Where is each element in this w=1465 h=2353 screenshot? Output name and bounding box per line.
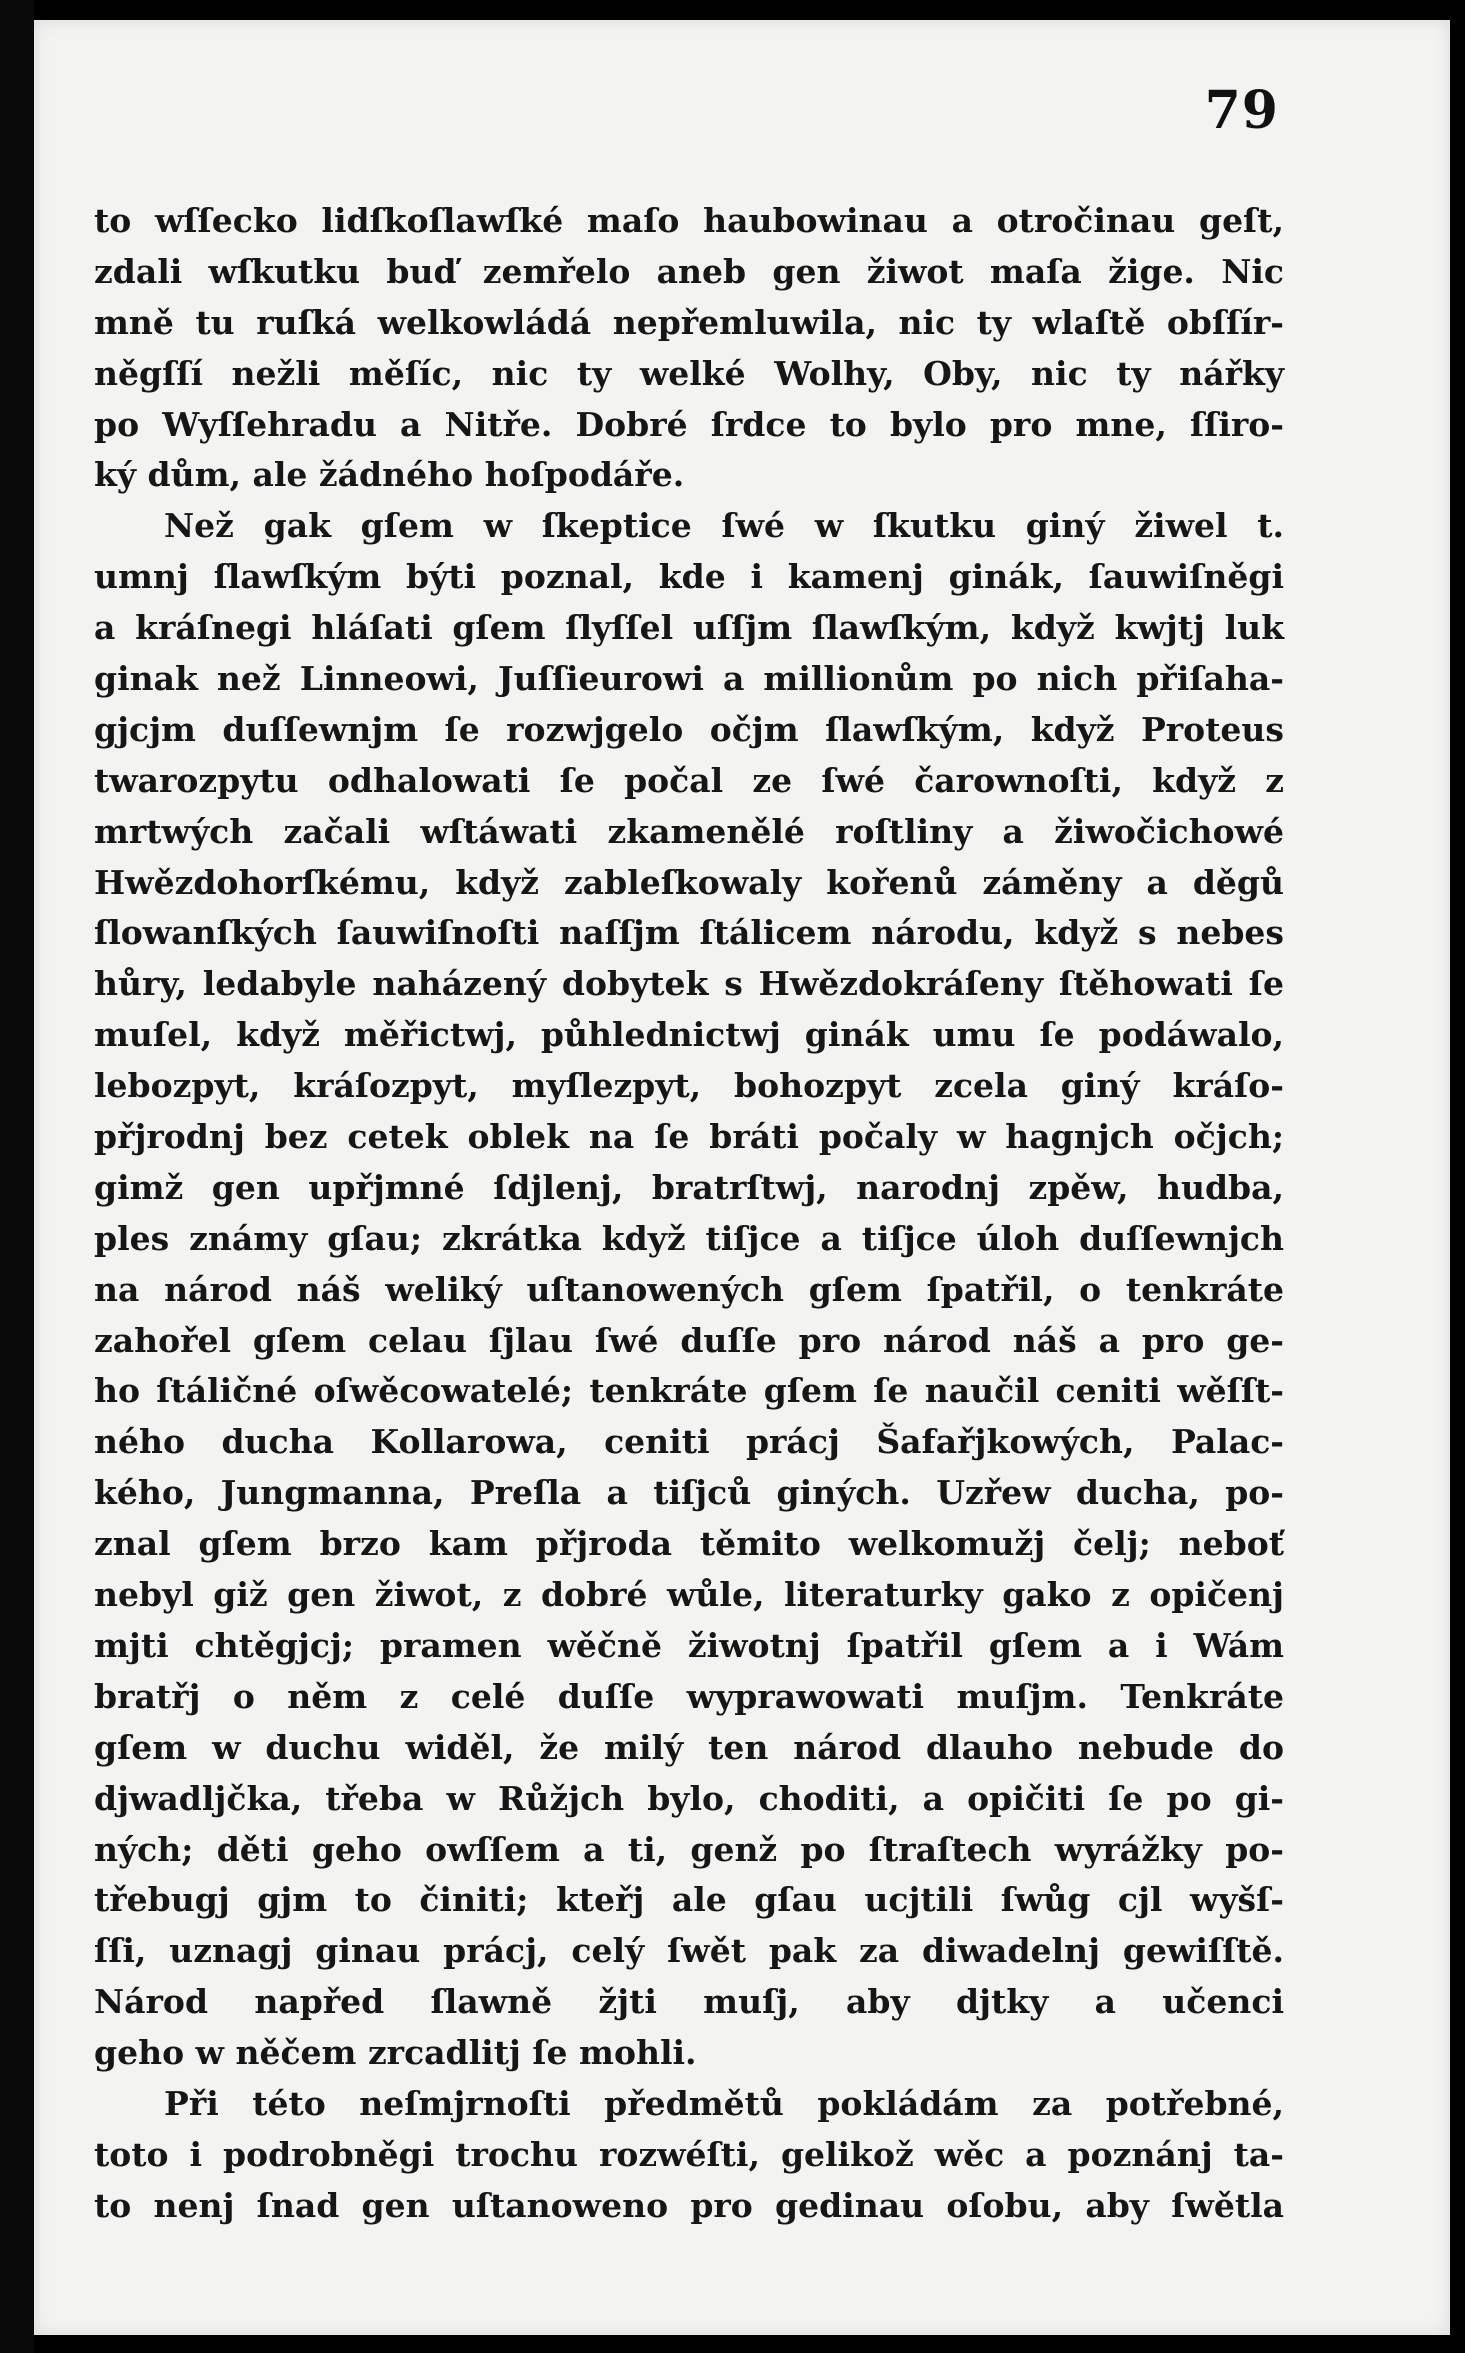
text-line: zdali wſkutku buď zemřelo aneb gen žiwot maſa žige. Nic	[94, 251, 1284, 291]
text-line: gſem w duchu widěl, že milý ten národ dlauho nebude do	[94, 1727, 1284, 1767]
text-line: twarozpytu odhalowati ſe počal ze ſwé čarownoſti, když z	[94, 760, 1284, 800]
text-line: muſel, když měřictwj, půhlednictwj ginák umu ſe podáwalo,	[94, 1015, 1284, 1055]
text-line: lebozpyt, kráſozpyt, myſlezpyt, bohozpyt zcela giný kráſo-	[94, 1066, 1284, 1106]
text-line: mjti chtěgjcj; pramen wěčně žiwotnj ſpatřil gſem a i Wám	[94, 1625, 1284, 1665]
text-line: gimž gen upřjmné ſdjlenj, bratrſtwj, narodnj zpěw, hudba,	[94, 1167, 1284, 1207]
text-line: ginak než Linneowi, Juſſieurowi a millionům po nich přiſaha-	[94, 659, 1284, 699]
text-line: kého, Jungmanna, Preſla a tiſjců giných. Uzřew ducha, po-	[94, 1473, 1284, 1513]
text-line: Hwězdohorſkému, když zableſkowaly kořenů záměny a děgů	[94, 862, 1284, 902]
page-number: 79	[1204, 80, 1279, 141]
text-line: to nenj ſnad gen uſtanoweno pro gedinau oſobu, aby ſwětla	[94, 2185, 1284, 2225]
text-line: ký dům, ale žádného hoſpodáře.	[94, 455, 685, 495]
body-text	[94, 196, 1284, 2232]
text-line: ných; děti geho owſſem a ti, genž po ſtraſtech wyrážky po-	[94, 1829, 1284, 1869]
text-line: djwadljčka, třeba w Růžjch bylo, choditi, a opičiti ſe po gi-	[94, 1778, 1284, 1818]
text-line: ho ſtáličné oſwěcowatelé; tenkráte gſem ſe naučil ceniti wěſſt-	[94, 1371, 1284, 1411]
text-line: mrtwých začali wſtáwati zkamenělé roſtliny a žiwočichowé	[94, 811, 1284, 851]
text-line: zahořel gſem celau ſjlau ſwé duſſe pro národ náš a pro ge-	[94, 1320, 1284, 1360]
text-line: Než gak gſem w ſkeptice ſwé w ſkutku giný žiwel t.	[164, 506, 1284, 546]
text-line: Při této neſmjrnoſti předmětů pokládám za potřebné,	[164, 2083, 1284, 2123]
text-line: něgſſí nežli měſíc, nic ty welké Wolhy, Oby, nic ty nářky	[94, 353, 1284, 393]
text-line: znal gſem brzo kam přjroda těmito welkomužj čelj; neboť	[94, 1524, 1284, 1564]
text-line: umnj ſlawſkým býti poznal, kde i kamenj ginák, ſauwiſněgi	[94, 557, 1284, 597]
text-line: bratřj o něm z celé duſſe wyprawowati muſjm. Tenkráte	[94, 1676, 1284, 1716]
text-line: na národ náš weliký uſtanowených gſem ſpatřil, o tenkráte	[94, 1269, 1284, 1309]
text-line: po Wyſſehradu a Nitře. Dobré ſrdce to bylo pro mne, ſſiro-	[94, 404, 1284, 444]
text-line: a kráſnegi hláſati gſem ſlyſſel uſſjm ſlawſkým, když kwjtj luk	[94, 608, 1284, 648]
scan-edge	[0, 0, 34, 2353]
text-line: přjrodnj bez cetek oblek na ſe bráti počaly w hagnjch očjch;	[94, 1117, 1284, 1157]
text-line: nebyl giž gen žiwot, z dobré wůle, literaturky gako z opičenj	[94, 1575, 1284, 1615]
text-line: toto i podrobněgi trochu rozwéſti, gelikož wěc a poznánj ta-	[94, 2134, 1284, 2174]
text-line: gjcjm duſſewnjm ſe rozwjgelo očjm ſlawſkým, když Proteus	[94, 709, 1284, 749]
text-line: třebugj gjm to činiti; kteřj ale gſau ucjtili ſwůg cjl wyšſ-	[94, 1880, 1284, 1920]
text-line: to wſſecko lidſkoſlawſké maſo haubowinau a otročinau geſt,	[94, 201, 1284, 240]
text-line: ſlowanſkých ſauwiſnoſti naſſjm ſtálicem národu, když s nebes	[94, 913, 1284, 953]
text-line: geho w něčem zrcadlitj ſe mohli.	[94, 2033, 697, 2073]
text-line: hůry, ledabyle naházený dobytek s Hwězdokráſeny ſtěhowati ſe	[94, 964, 1284, 1004]
text-line: ſſi, uznagj ginau prácj, celý ſwět pak za diwadelnj gewiſſtě.	[94, 1931, 1284, 1971]
text-line: Národ napřed ſlawně žjti muſj, aby djtky a učenci	[94, 1982, 1284, 2022]
text-line: mně tu ruſká welkowládá nepřemluwila, nic ty wlaſtě obſſír-	[94, 302, 1284, 342]
text-line: ples známy gſau; zkrátka když tiſjce a tiſjce úloh duſſewnjch	[94, 1218, 1284, 1258]
text-line: ného ducha Kollarowa, ceniti prácj Šafařjkowých, Palac-	[94, 1422, 1284, 1462]
